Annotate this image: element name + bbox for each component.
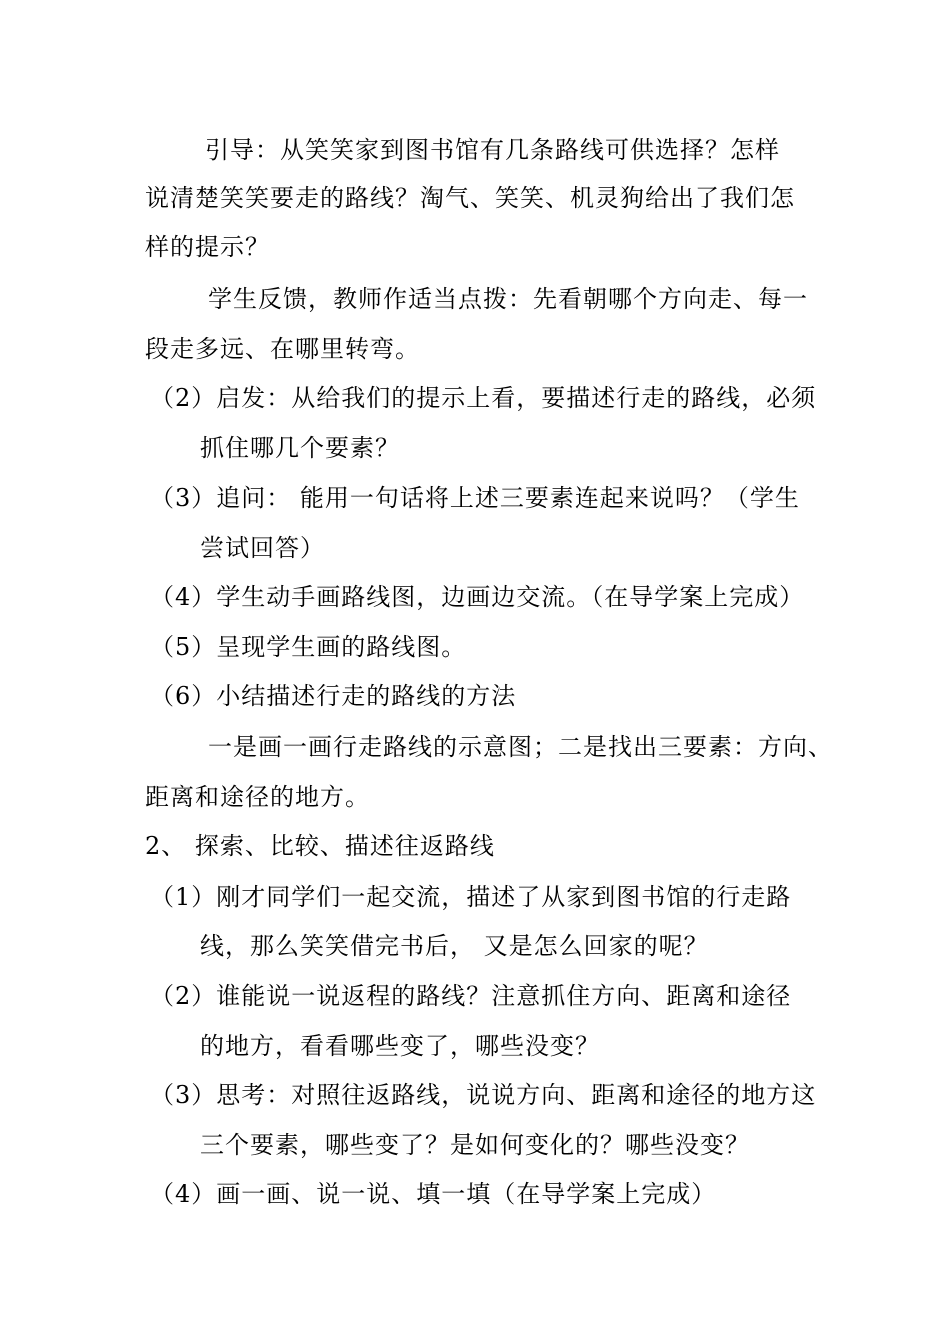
text-line: 抓住哪几个要素？ (200, 434, 400, 462)
text-line: 一是画一画行走路线的示意图；二是找出三要素：方向、 (208, 733, 833, 761)
text-line: （5）呈现学生画的路线图。 (150, 633, 467, 661)
text-line: 线，那么笑笑借完书后， 又是怎么回家的呢？ (200, 932, 709, 960)
text-line: 2、 探索、比较、描述往返路线 (145, 832, 495, 860)
text-line: 距离和途径的地方。 (145, 783, 370, 811)
text-line: （4）画一画、说一说、填一填（在导学案上完成） (150, 1180, 717, 1208)
text-line: （3）思考：对照往返路线，说说方向、距离和途径的地方这 (150, 1081, 817, 1109)
text-line: （2）启发：从给我们的提示上看，要描述行走的路线，必须 (150, 384, 817, 412)
text-line: （1）刚才同学们一起交流，描述了从家到图书馆的行走路 (150, 883, 792, 911)
text-line: 段走多远、在哪里转弯。 (145, 335, 420, 363)
text-line: 引导：从笑笑家到图书馆有几条路线可供选择？怎样 (205, 136, 780, 164)
text-line: 三个要素，哪些变了？是如何变化的？哪些没变？ (200, 1131, 750, 1159)
text-line: 样的提示？ (145, 233, 270, 261)
text-line: 的地方，看看哪些变了，哪些没变？ (200, 1032, 600, 1060)
text-line: 学生反馈，教师作适当点拨：先看朝哪个方向走、每一 (208, 285, 808, 313)
text-line: 尝试回答） (200, 534, 325, 562)
text-line: （3）追问： 能用一句话将上述三要素连起来说吗？（学生 (150, 484, 800, 512)
text-line: 说清楚笑笑要走的路线？淘气、笑笑、机灵狗给出了我们怎 (145, 184, 795, 212)
text-line: （2）谁能说一说返程的路线？注意抓住方向、距离和途径 (150, 982, 792, 1010)
text-line: （6）小结描述行走的路线的方法 (150, 682, 517, 710)
text-line: （4）学生动手画路线图，边画边交流。（在导学案上完成） (150, 583, 805, 611)
